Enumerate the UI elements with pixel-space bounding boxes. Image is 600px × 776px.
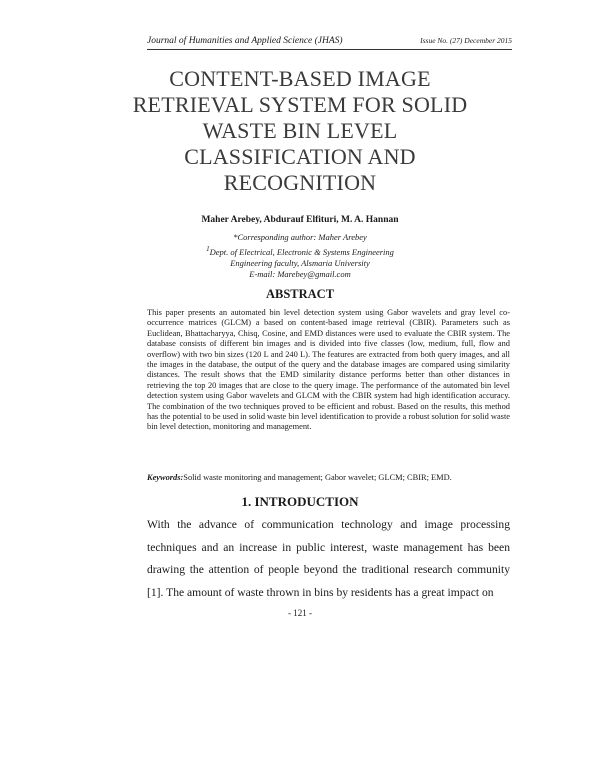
- running-header: [147, 36, 512, 46]
- journal-name: Journal of Humanities and Applied Science (JHAS): [147, 36, 343, 46]
- affiliation-block: [0, 232, 600, 281]
- faculty: Engineering faculty, Alsmaria University: [230, 257, 370, 268]
- page-number: - 121 -: [288, 608, 312, 618]
- header-rule: [147, 49, 512, 50]
- paper-title: CONTENT-BASED IMAGE RETRIEVAL SYSTEM FOR SOLID WASTE BIN LEVEL CLASSIFICATION AND RECOGNITION: [132, 66, 468, 195]
- section-heading-introduction: 1. INTRODUCTION: [241, 494, 359, 509]
- keywords-text: Solid waste monitoring and management; Gabor wavelet; GLCM; CBIR; EMD.: [183, 473, 452, 482]
- author-list: Maher Arebey, Abdurauf Elfituri, M. A. Hannan: [201, 215, 399, 225]
- corresponding-author: *Corresponding author: Maher Arebey: [233, 232, 367, 242]
- introduction-text: With the advance of communication technology and image processing techniques and an increase in public interest, waste management has been drawing the attention of people beyond the traditional research community [1]. The amount of waste thrown in bins by residents has a great impact on: [147, 518, 510, 599]
- keywords: [147, 473, 510, 483]
- abstract-text: This paper presents an automated bin level detection system using Gabor wavelets and gray level co-occurrence matrices (GLCM) a based on content-based image retrieval (CBIR). Parameters such as Euclidean, Bhattacharyya, Chisq, Cosine, and EMD distances were used to evaluate the CBIR system. The database consists of different bin images and is divided into five classes (low, medium, full, flow and overflow) with two bin sizes (120 L and 240 L). The features are extracted from both query images, and all the images in the database, the output of the query and the database images are compared using similarity distances. The result shows that the EMD similarity distance performs better than other distances in retrieving the top 20 images that are close to the query image. The performance of the automated bin level detection system using Gabor wavelets and GLCM with the CBIR system had high identification accuracy. The combination of the two techniques proved to be efficient and robust. Based on the results, this method has the potential to be used in solid waste bin level identification to provide a robust solution for solid waste bin level detection, monitoring and management.: [147, 308, 510, 432]
- keywords-label: Keywords:: [147, 473, 184, 482]
- department: $^1$Dept. of Electrical, Electronic & Systems Engineering: [206, 244, 394, 257]
- abstract-heading: ABSTRACT: [265, 287, 335, 301]
- issue-info: Issue No. (27) December 2015: [420, 36, 512, 45]
- affiliation-superscript: 1: [206, 244, 210, 253]
- email: E-mail: Marebey@gmail.com: [249, 269, 351, 280]
